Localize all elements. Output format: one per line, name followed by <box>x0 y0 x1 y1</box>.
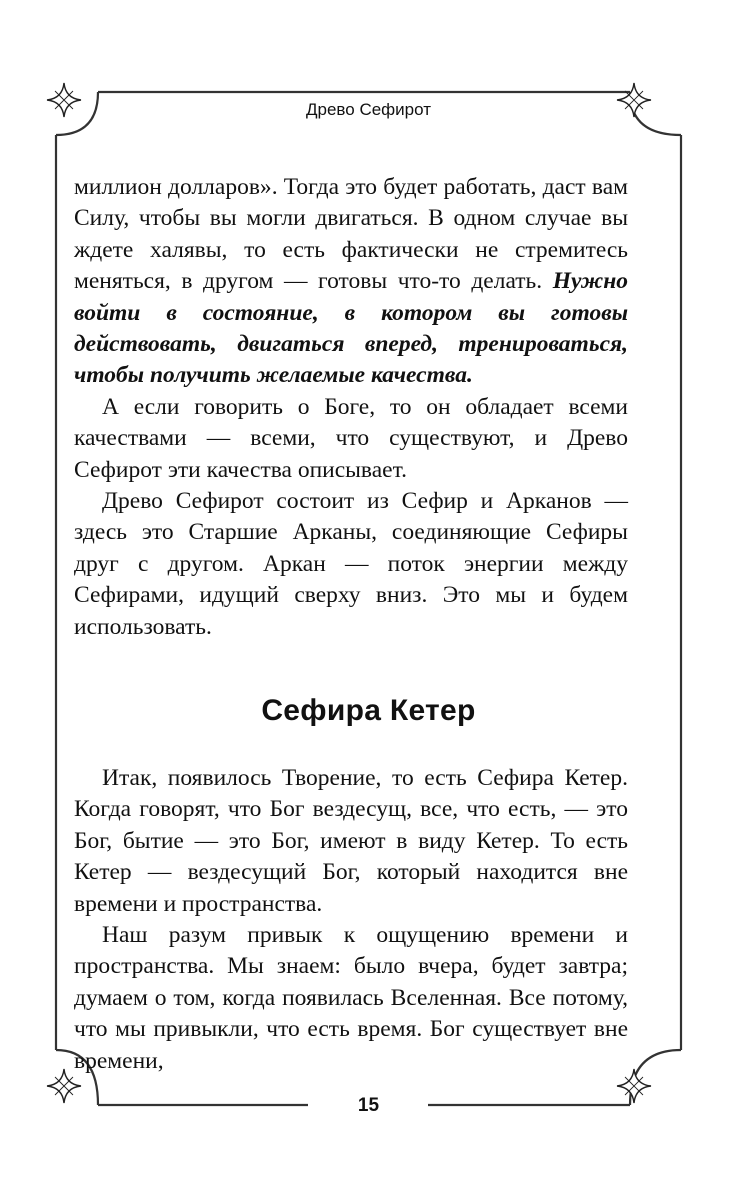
paragraph <box>74 920 628 1077</box>
text-run: — вездесущий Бог, который находится вне времени и пространства. <box>74 859 628 917</box>
text-run: , соединяющие <box>371 519 546 546</box>
paragraph <box>74 172 628 392</box>
paragraph <box>74 486 628 643</box>
emphasis-italic: Бог вездесущ, все, что есть, — это Бог, бытие — это Бог <box>74 796 628 854</box>
emphasis-italic: Сефиры <box>545 519 628 546</box>
section-heading: Сефира Кетер <box>261 694 476 727</box>
text-run: Наш разум привык к ощущению времени и пространства. Мы знаем: было вчера, будет завтра; думаем о том, когда появилась Вселенная. Все потому, что мы привыкли, что есть время. Бог существует вне времени, <box>74 922 628 1074</box>
paragraph <box>74 392 628 486</box>
emphasis-italic: Древо Сефирот состоит из Сефир и Арканов <box>102 488 592 515</box>
text-run: . Тогда это будет работать, даст вам Силу, чтобы вы могли двигаться. В одном случае вы ждете халявы, то есть фактически не стремитесь меняться, в другом — готовы что-то делать. <box>74 174 628 295</box>
text-run: Итак, появилось Творение, то есть <box>102 765 478 791</box>
emphasis-italic: Кетер <box>74 859 132 886</box>
paragraph <box>74 763 628 920</box>
body-text-top <box>74 172 628 643</box>
emphasis-italic: Аркан — поток энергии между Сефирами, <box>74 550 629 609</box>
text-run: . Когда говорят, что <box>74 765 628 823</box>
text-run: друг с другом. <box>74 550 263 577</box>
body-text-bottom <box>74 763 628 1077</box>
text-run: — здесь это <box>74 488 628 546</box>
emphasis-italic: Кетер <box>476 827 534 854</box>
text-run: . Это мы и будем использовать. <box>74 582 628 640</box>
emphasis-italic: Древо Сефирот <box>74 425 628 483</box>
emphasis-italic: Старшие Арканы <box>188 519 372 546</box>
running-header: Древо Сефирот <box>306 100 431 119</box>
emphasis-italic: Сефира Кетер <box>477 765 623 791</box>
emphasis-bold-italic: Нужно войти в состояние, в котором вы готовы действовать, двигаться вперед, тренироваться, чтобы получить желаемые качества. <box>74 268 628 389</box>
page-number: 15 <box>357 1095 380 1116</box>
text-run: идущий <box>183 582 295 609</box>
text-run: А если говорить о Боге, то он обладает всеми качествами — всеми, что существуют, и <box>74 393 628 452</box>
emphasis-italic: миллион долларов» <box>74 174 272 200</box>
text-run: . То есть <box>533 827 628 854</box>
text-run: , имеют в виду <box>303 827 477 854</box>
emphasis-italic: сверху вниз <box>294 582 422 609</box>
text-run: эти качества описывает. <box>161 456 407 483</box>
